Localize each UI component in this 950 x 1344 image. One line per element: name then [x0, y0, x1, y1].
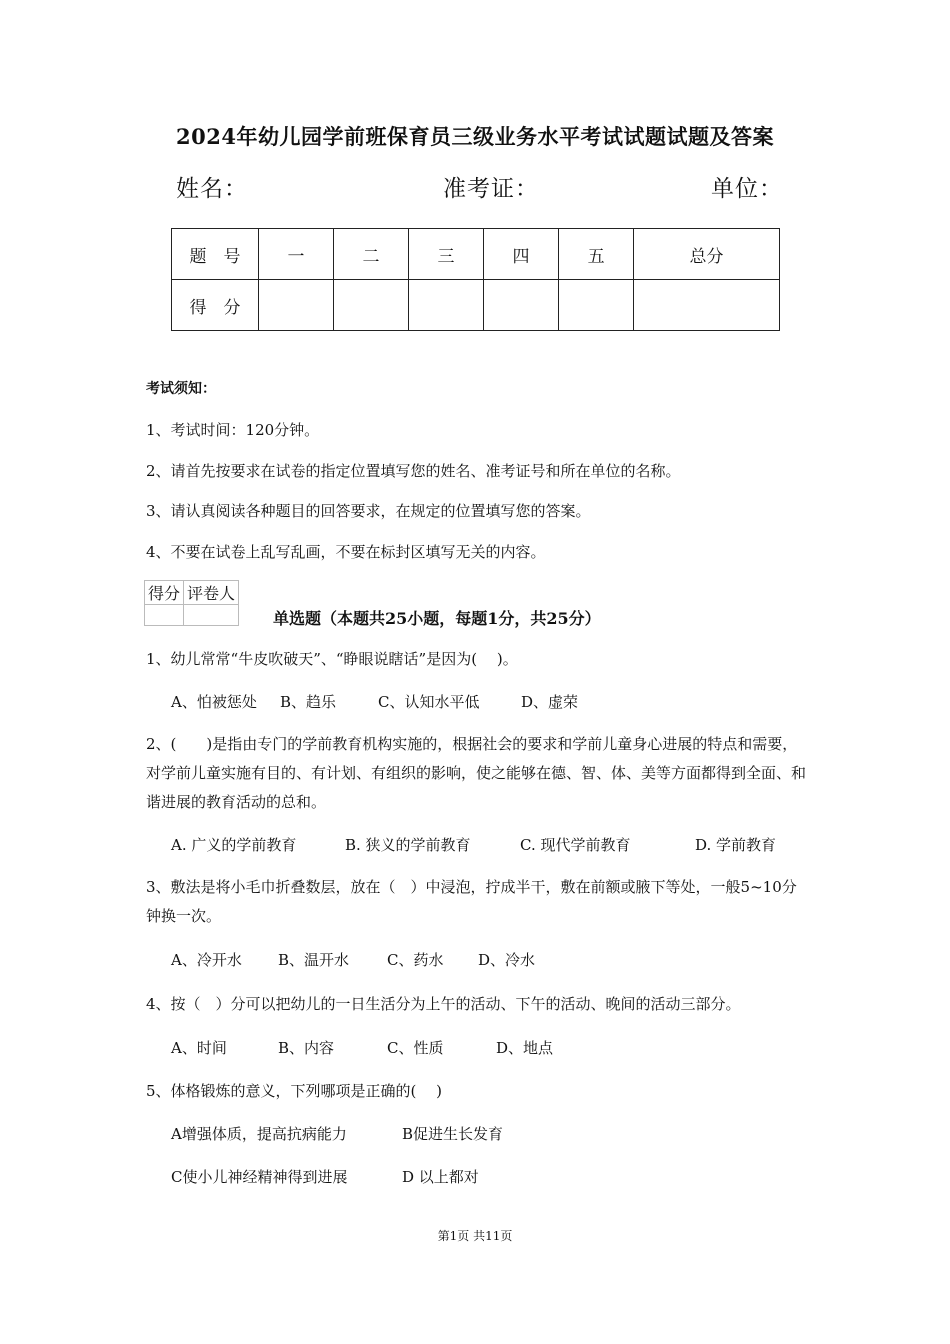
notice-item: 1、考试时间：120分钟。 — [146, 421, 320, 439]
question-option: D. 学前教育 — [695, 836, 777, 854]
question-option: C、药水 — [387, 951, 444, 969]
score-table-header-cell: 三 — [409, 229, 484, 280]
question-option: C、性质 — [387, 1039, 444, 1057]
notice-item: 3、请认真阅读各种题目的回答要求，在规定的位置填写您的答案。 — [146, 502, 591, 520]
grader-box-grader-label: 评卷人 — [184, 581, 239, 605]
score-table-header-cell: 二 — [334, 229, 409, 280]
score-table-row-label: 得 分 — [172, 280, 259, 331]
question-option: B、内容 — [278, 1039, 335, 1057]
exam-id-field-label: 准考证： — [443, 176, 539, 202]
score-cell[interactable] — [259, 280, 334, 331]
grader-box-score-cell[interactable] — [145, 605, 184, 626]
score-cell[interactable] — [484, 280, 559, 331]
question-option: C、认知水平低 — [378, 693, 480, 711]
question-text: 5、体格锻炼的意义，下列哪项是正确的( ) — [146, 1082, 443, 1100]
page-number-footer: 第1页 共11页 — [437, 1229, 513, 1243]
question-option: C使小儿神经精神得到进展 — [171, 1168, 348, 1186]
score-cell[interactable] — [559, 280, 634, 331]
question-option: A. 广义的学前教育 — [171, 836, 297, 854]
grader-box-score-label: 得分 — [145, 581, 184, 605]
question-option: B、温开水 — [278, 951, 350, 969]
question-option: D、虚荣 — [521, 693, 579, 711]
score-cell[interactable] — [409, 280, 484, 331]
question-option: D 以上都对 — [402, 1168, 479, 1186]
notice-item: 4、不要在试卷上乱写乱画，不要在标封区填写无关的内容。 — [146, 543, 546, 561]
question-text: 4、按（ ）分可以把幼儿的一日生活分为上午的活动、下午的活动、晚间的活动三部分。 — [146, 995, 741, 1013]
notice-item: 2、请首先按要求在试卷的指定位置填写您的姓名、准考证号和所在单位的名称。 — [146, 462, 681, 480]
question-option: A、怕被惩处 — [171, 693, 257, 711]
score-table-header-label: 题 号 — [172, 229, 259, 280]
score-table-score-row — [172, 280, 780, 331]
score-table — [171, 228, 780, 331]
score-table-header-cell: 一 — [259, 229, 334, 280]
score-table-header-cell: 四 — [484, 229, 559, 280]
question-option: A、时间 — [171, 1039, 227, 1057]
section-heading: 单选题（本题共25小题，每题1分，共25分） — [273, 609, 601, 628]
score-table-header-cell: 五 — [559, 229, 634, 280]
question-text: 2、( )是指由专门的学前教育机构实施的，根据社会的要求和学前儿童身心进展的特点和需要，对学前儿童实施有目的、有计划、有组织的影响，使之能够在德、智、体、美等方面都得到全面、和谐进展的教育活动的总和。 — [146, 735, 807, 811]
score-table-header-cell: 总分 — [634, 229, 780, 280]
question-option: D、冷水 — [478, 951, 536, 969]
question-option: B、趋乐 — [280, 693, 337, 711]
score-table-header-row — [172, 229, 780, 280]
question-option: A增强体质，提高抗病能力 — [171, 1125, 347, 1143]
question-option: B. 狭义的学前教育 — [345, 836, 471, 854]
question-text: 3、敷法是将小毛巾折叠数层，放在（ ）中浸泡，拧成半干，敷在前额或腋下等处，一般5~10分钟换一次。 — [146, 878, 797, 925]
question-option: A、冷开水 — [171, 951, 242, 969]
question-option: D、地点 — [496, 1039, 554, 1057]
score-cell[interactable] — [634, 280, 780, 331]
unit-field-label: 单位： — [711, 176, 783, 202]
grader-box-grader-cell[interactable] — [184, 605, 239, 626]
score-cell[interactable] — [334, 280, 409, 331]
name-field-label: 姓名： — [176, 176, 248, 202]
grader-box — [144, 580, 239, 626]
question-text: 1、幼儿常常“牛皮吹破天”、“睁眼说瞎话”是因为( )。 — [146, 650, 518, 668]
document-title: 2024年幼儿园学前班保育员三级业务水平考试试题试题及答案 — [176, 124, 774, 149]
question-option: C. 现代学前教育 — [520, 836, 631, 854]
notice-title: 考试须知： — [146, 381, 216, 397]
question-option: B促进生长发育 — [402, 1125, 504, 1143]
